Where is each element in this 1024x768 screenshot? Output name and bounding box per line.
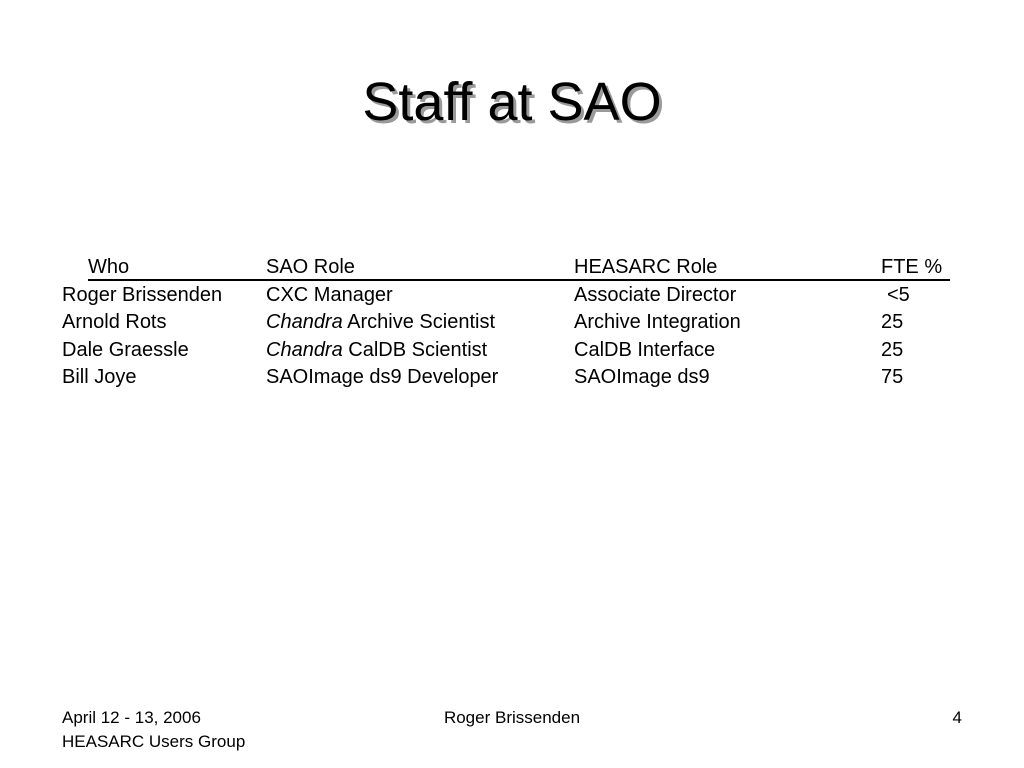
mission-name: Chandra xyxy=(266,311,343,333)
header-who: Who xyxy=(88,256,130,278)
cell-sao-role xyxy=(266,309,495,337)
cell-fte: 25 xyxy=(881,338,904,361)
header-sao-role: SAO Role xyxy=(266,256,355,278)
cell-heasarc-role: Archive Integration xyxy=(574,311,741,333)
footer-date: April 12 - 13, 2006 xyxy=(62,708,201,727)
footer-event: HEASARC Users Group xyxy=(62,732,246,751)
cell-fte: <5 xyxy=(887,283,910,306)
cell-heasarc-role: Associate Director xyxy=(574,283,737,306)
sao-role-text: CXC Manager xyxy=(266,283,393,306)
slide-number: 4 xyxy=(952,708,962,727)
cell-heasarc-role: CalDB Interface xyxy=(574,338,716,361)
cell-sao-role xyxy=(266,282,393,310)
footer-presenter: Roger Brissenden xyxy=(443,708,581,727)
header-underline xyxy=(88,279,950,281)
cell-who: Dale Graessle xyxy=(62,338,189,361)
cell-who: Bill Joye xyxy=(62,366,137,388)
sao-role-text: SAOImage ds9 Developer xyxy=(266,366,499,388)
cell-sao-role xyxy=(266,337,487,365)
header-heasarc-role: HEASARC Role xyxy=(574,256,718,278)
header-fte: FTE % xyxy=(881,256,943,278)
cell-who: Roger Brissenden xyxy=(62,283,223,306)
cell-heasarc-role: SAOImage ds9 xyxy=(574,366,710,388)
sao-role-text: CalDB Scientist xyxy=(342,338,488,361)
cell-fte: 25 xyxy=(881,311,904,333)
sao-role-text: Archive Scientist xyxy=(342,311,496,333)
cell-sao-role xyxy=(266,364,498,392)
slide-title: Staff at SAO xyxy=(362,72,662,132)
cell-who: Arnold Rots xyxy=(62,311,167,333)
mission-name: Chandra xyxy=(266,338,343,361)
cell-fte: 75 xyxy=(881,366,904,388)
